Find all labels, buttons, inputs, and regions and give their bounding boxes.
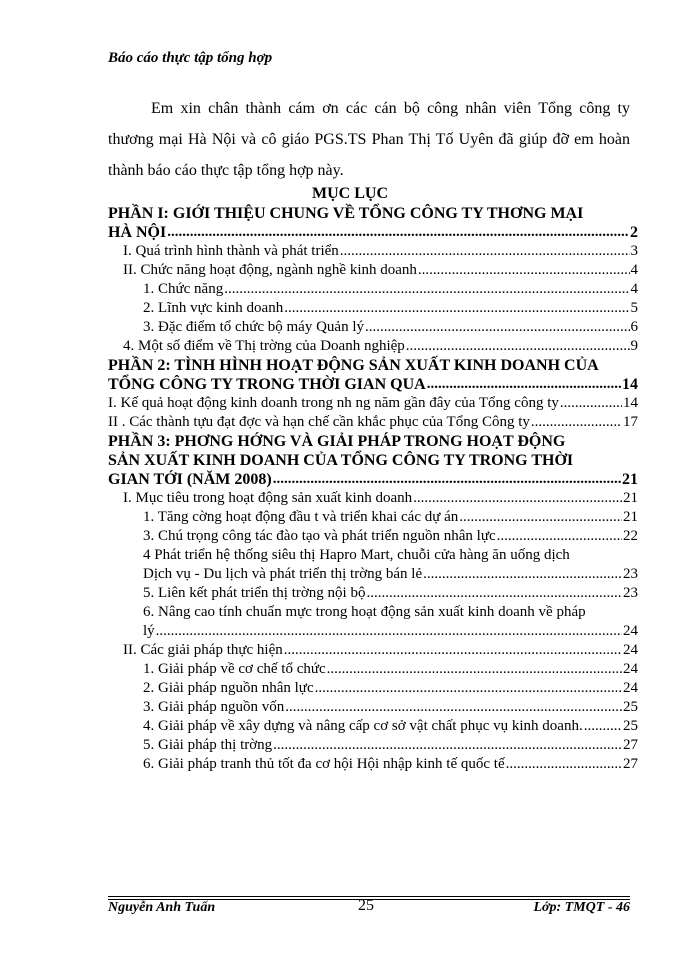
toc-entry[interactable] (108, 641, 638, 660)
toc-entry[interactable] (108, 717, 638, 736)
toc-label: II. Chức năng hoạt động, ngành nghề kinh doanh (123, 262, 417, 278)
running-header: Báo cáo thực tập tổng hợp (108, 50, 273, 66)
toc-label: GIAN TỚI (NĂM 2008) (108, 471, 272, 488)
toc-label: 2. Lĩnh vực kinh doanh (143, 300, 284, 316)
toc-entry-line1: 4 Phát triển hệ thống siêu thị Hapro Mart, chuỗi cửa hàng ăn uống dịch (143, 547, 570, 563)
toc-part2[interactable] (108, 375, 638, 394)
toc-part3[interactable] (108, 470, 638, 489)
toc-page: 24 (623, 680, 638, 696)
toc-part3-line2: SẢN XUẤT KINH DOANH CỦA TỔNG CÔNG TY TRONG THỜI (108, 452, 574, 469)
toc-entry[interactable] (108, 584, 638, 603)
toc-page: 22 (623, 528, 638, 544)
toc-entry[interactable] (108, 242, 638, 261)
toc-page: 23 (623, 585, 638, 601)
toc-entry[interactable] (108, 413, 638, 432)
toc-label: I. Kế quả hoạt động kinh doanh trong nh ng năm gần đây của Tổng công ty (108, 395, 559, 411)
intro-text: Em xin chân thành cám ơn các cán bộ công nhân viên Tổng công ty thương mại Hà Nội và cô giáo PGS.TS Phan Thị Tố Uyên đã giúp đỡ em hoàn thành báo cáo thực tập tổng hợp này. (108, 100, 630, 179)
toc-page: 5 (630, 300, 638, 316)
toc-page: 27 (623, 756, 638, 772)
toc-page: 9 (630, 338, 638, 354)
toc-label: Dịch vụ - Du lịch và phát triển thị trờng bán lẻ (143, 566, 423, 582)
toc-label: II. Các giải pháp thực hiện (123, 642, 283, 658)
toc-title: MỤC LỤC (312, 185, 388, 202)
toc-page: 21 (622, 471, 638, 488)
toc-page: 2 (630, 224, 638, 241)
toc-label: I. Mục tiêu trong hoạt động sản xuất kinh doanh (123, 490, 413, 506)
toc-page: 21 (623, 509, 638, 525)
toc-entry[interactable] (108, 736, 638, 755)
toc-part1[interactable] (108, 223, 638, 242)
toc-label: 5. Giải pháp thị trờng (143, 737, 273, 753)
footer-class: Lớp: TMQT - 46 (533, 900, 630, 915)
toc-label: 3. Đặc điểm tổ chức bộ máy Quản lý (143, 319, 364, 335)
toc-page: 24 (623, 642, 638, 658)
toc-label: 1. Tăng cờng hoạt động đầu t và triển khai các dự án (143, 509, 459, 525)
toc-entry[interactable] (108, 337, 638, 356)
toc-page: 24 (623, 661, 638, 677)
toc-part1-line2: HÀ NỘI (108, 224, 167, 241)
toc-label: II . Các thành tựu đạt đợc và hạn chế cần khắc phục của Tổng Công ty (108, 414, 530, 430)
toc-entry[interactable] (108, 622, 638, 641)
toc-label: TỔNG CÔNG TY TRONG THỜI GIAN QUA (108, 376, 426, 393)
toc-page: 27 (623, 737, 638, 753)
footer-author: Nguyễn Anh Tuấn (108, 900, 216, 915)
toc-entry[interactable] (108, 679, 638, 698)
toc-entry[interactable] (108, 489, 638, 508)
toc-entry[interactable] (108, 698, 638, 717)
toc-page: 25 (623, 718, 638, 734)
toc-label: 1. Giải pháp về cơ chế tổ chức (143, 661, 326, 677)
toc-page: 25 (623, 699, 638, 715)
toc-entry[interactable] (108, 755, 638, 774)
toc-label: 1. Chức năng (143, 281, 224, 297)
toc-page: 14 (622, 376, 638, 393)
toc-page: 23 (623, 566, 638, 582)
toc-label: 3. Giải pháp nguồn vốn (143, 699, 285, 715)
toc-entry-line1: 6. Nâng cao tính chuẩn mực trong hoạt động sản xuất kinh doanh về pháp (143, 604, 586, 620)
toc-entry[interactable] (108, 280, 638, 299)
toc-entry[interactable] (108, 565, 638, 584)
toc-part2-line1: PHẦN 2: TÌNH HÌNH HOẠT ĐỘNG SẢN XUẤT KINH DOANH CỦA (108, 357, 599, 374)
toc-label: 4. Giải pháp về xây dựng và nâng cấp cơ sở vật chất phục vụ kinh doanh. (143, 718, 583, 734)
toc-page: 24 (623, 623, 638, 639)
toc-page: 3 (630, 243, 638, 259)
toc-part3-line1: PHẦN 3: PHƠNG HỚNG VÀ GIẢI PHÁP TRONG HOẠT ĐỘNG (108, 433, 566, 450)
toc-entry[interactable] (108, 299, 638, 318)
toc-label: 4. Một số điểm về Thị trờng của Doanh nghiệp (123, 338, 405, 354)
toc-label: lý (143, 623, 155, 639)
toc-entry[interactable] (108, 508, 638, 527)
table-of-contents (108, 204, 638, 774)
toc-entry[interactable] (108, 318, 638, 337)
page-number: 25 (358, 897, 374, 914)
toc-entry[interactable] (108, 261, 638, 280)
toc-label: 3. Chú trọng công tác đào tạo và phát triển nguồn nhân lực (143, 528, 496, 544)
toc-page: 4 (630, 281, 638, 297)
toc-label: 6. Giải pháp tranh thủ tốt đa cơ hội Hội nhập kinh tế quốc tế (143, 756, 505, 772)
toc-page: 4 (630, 262, 638, 278)
acknowledgement-paragraph (108, 93, 630, 186)
toc-entry[interactable] (108, 660, 638, 679)
toc-label: 5. Liên kết phát triển thị trờng nội bộ (143, 585, 366, 601)
toc-page: 21 (623, 490, 638, 506)
toc-page: 17 (623, 414, 638, 430)
toc-entry[interactable] (108, 527, 638, 546)
toc-label: 2. Giải pháp nguồn nhân lực (143, 680, 314, 696)
toc-entry[interactable] (108, 394, 638, 413)
toc-page: 14 (623, 395, 638, 411)
toc-page: 6 (630, 319, 638, 335)
toc-label: I. Quá trình hình thành và phát triển (123, 243, 339, 259)
toc-part1-line1: PHẦN I: GIỚI THIỆU CHUNG VỀ TỔNG CÔNG TY THƠNG MẠI (108, 205, 584, 222)
